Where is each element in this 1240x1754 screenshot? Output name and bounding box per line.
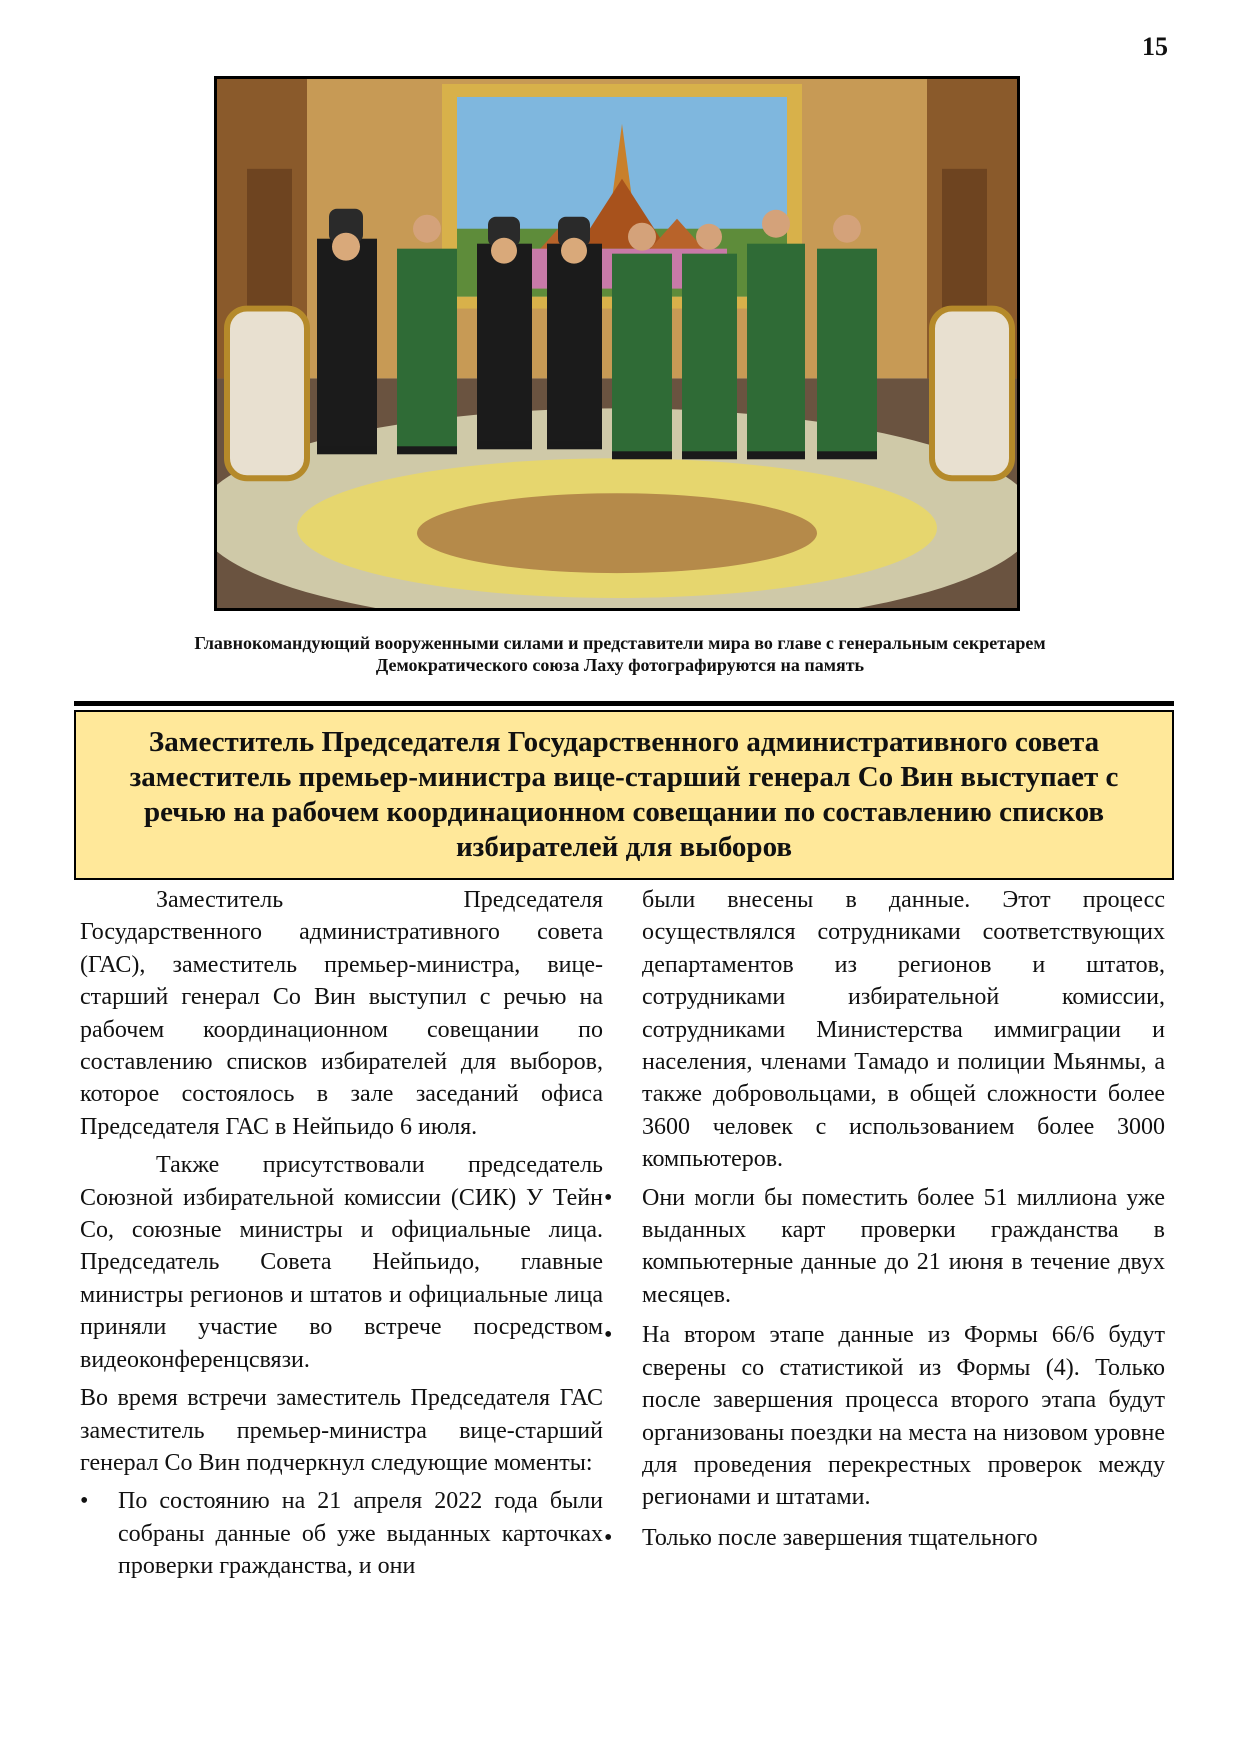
list-item [604,1319,1165,1513]
bullet-icon: • [604,1184,613,1211]
paragraph-1: Заместитель Председателя Государственного административного совета (ГАС), заместитель премьер-министра, вице-старший генерал Со Вин выступил с речью на рабочем координационном совещании по составлению списков избирателей для выборов, которое состоялось в зале заседаний офиса Председателя ГАС в Нейпьидо 6 июля. [80,887,603,1140]
article-headline-box [74,710,1174,880]
right-column [604,884,1165,1562]
group-photo [214,76,1020,611]
bullet-list-left [80,1485,603,1582]
caption-line-1: Главнокомандующий вооруженными силами и представители мира во главе с генеральным секретарем [194,633,1046,653]
photo-caption [80,632,1160,676]
section-divider [74,701,1174,706]
left-column [80,884,603,1591]
paragraph-3: Во время встречи заместитель Председателя ГАС заместитель премьер-министра вице-старший генерал Со Вин подчеркнул следующие моменты: [80,1385,603,1476]
list-item [604,1522,1165,1554]
bullet-icon: • [604,1524,613,1551]
bullet-icon: • [80,1488,89,1515]
list-item [604,1182,1165,1312]
bullet-list-right [604,1182,1165,1554]
continued-paragraph: были внесены в данные. Этот процесс осуществлялся сотрудниками соответствующих департаментов из регионов и штатов, сотрудниками избирательной комиссии, сотрудниками Министерства иммиграции и населения, членами Тамадо и полиции Мьянмы, а также добровольцами, в общей сложности более 3600 человек с использованием более 3000 компьютеров. [642,887,1165,1173]
paragraph-2: Также присутствовали председатель Союзной избирательной комиссии (СИК) У Тейн Со, союзные министры и официальные лица. Председатель Совета Нейпьидо, главные министры регионов и штатов и официальные лица приняли участие во встрече посредством видеоконференцсвязи. [80,1152,603,1373]
list-item-text: На втором этапе данные из Формы 66/6 будут сверены со статистикой из Формы (4). Только после завершения процесса второго этапа будут организованы поездки на места на низовом уровне для проведения перекрестных проверок между регионами и штатами. [642,1322,1165,1511]
bullet-icon: • [604,1322,613,1349]
article-headline: Заместитель Председателя Государственного административного совета заместитель премьер-министра вице-старший генерал Со Вин выступает с речью на рабочем координационном совещании по составлению списков избирателей для выборов [129,726,1119,863]
list-item-text: Они могли бы поместить более 51 миллиона уже выданных карт проверки гражданства в компьютерные данные до 21 июня в течение двух месяцев. [642,1184,1165,1308]
group-photo-illustration [217,79,1017,608]
list-item [80,1485,603,1582]
list-item-text: Только после завершения тщательного [642,1524,1038,1551]
list-item-text: По состоянию на 21 апреля 2022 года были собраны данные об уже выданных карточках проверки гражданства, и они [118,1488,603,1580]
page-number: 15 [1142,32,1168,61]
caption-line-2: Демократического союза Лаху фотографируются на память [375,655,865,675]
